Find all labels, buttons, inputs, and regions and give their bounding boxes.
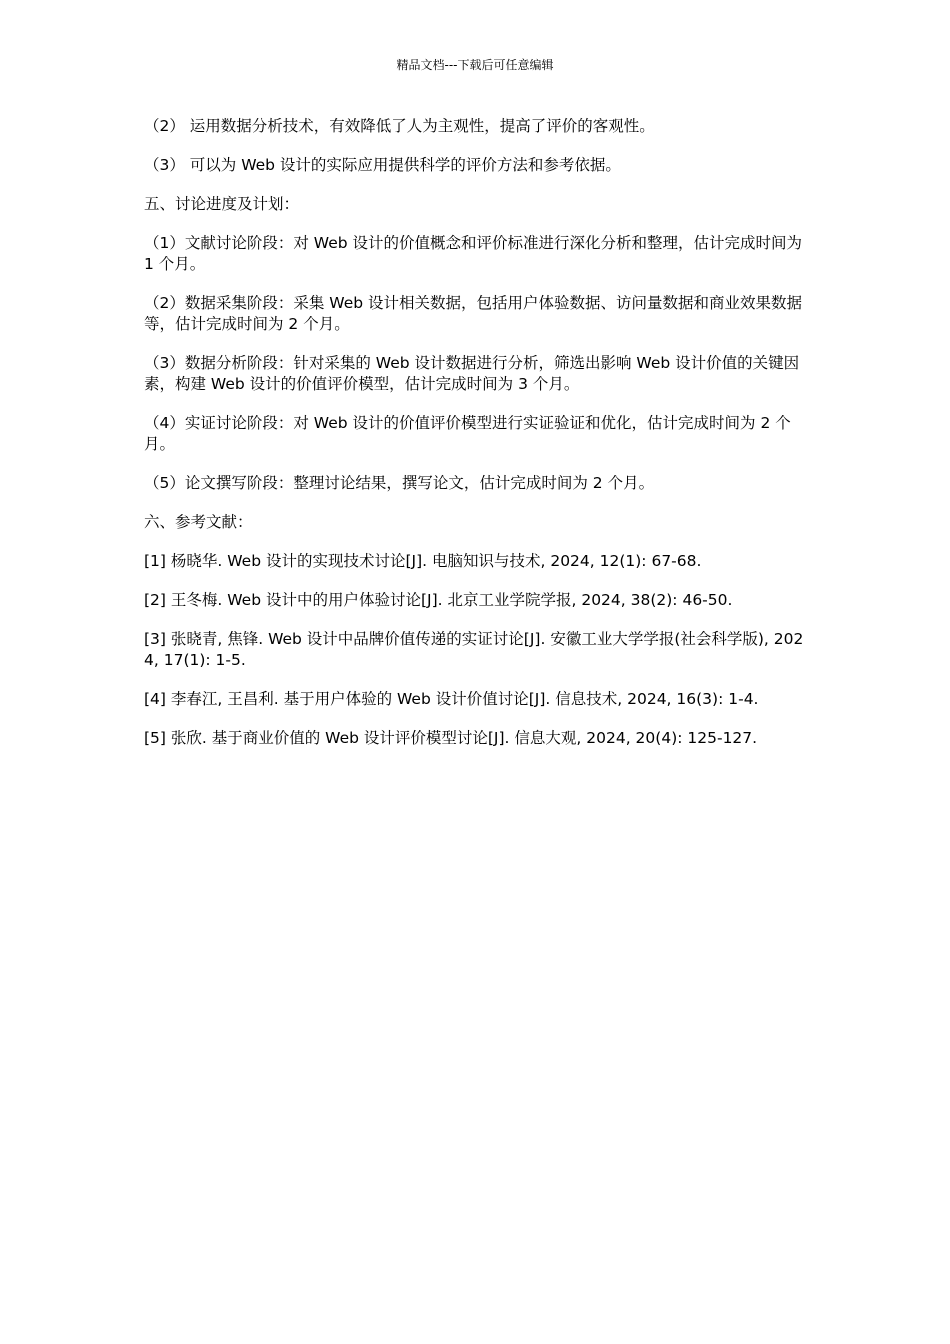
- schedule-item-1: （1）文献讨论阶段：对 Web 设计的价值概念和评价标准进行深化分析和整理，估计完成时间为 1 个月。: [144, 234, 807, 273]
- contribution-item-3: （3） 可以为 Web 设计的实际应用提供科学的评价方法和参考依据。: [144, 156, 621, 174]
- reference-1: [1] 杨晓华. Web 设计的实现技术讨论[J]. 电脑知识与技术, 2024, 12(1): 67-68.: [144, 552, 702, 570]
- schedule-item-2: （2）数据采集阶段：采集 Web 设计相关数据，包括用户体验数据、访问量数据和商业效果数据等，估计完成时间为 2 个月。: [144, 294, 803, 333]
- reference-4: [4] 李春江, 王昌利. 基于用户体验的 Web 设计价值讨论[J]. 信息技术, 2024, 16(3): 1-4.: [144, 690, 759, 708]
- reference-3: [3] 张晓青, 焦锋. Web 设计中品牌价值传递的实证讨论[J]. 安徽工业大学学报(社会科学版), 2024, 17(1): 1-5.: [144, 630, 804, 669]
- reference-2: [2] 王冬梅. Web 设计中的用户体验讨论[J]. 北京工业学院学报, 2024, 38(2): 46-50.: [144, 591, 733, 609]
- schedule-item-5: （5）论文撰写阶段：整理讨论结果，撰写论文，估计完成时间为 2 个月。: [144, 474, 655, 492]
- schedule-item-4: （4）实证讨论阶段：对 Web 设计的价值评价模型进行实证验证和优化，估计完成时间为 2 个月。: [144, 414, 791, 453]
- reference-5: [5] 张欣. 基于商业价值的 Web 设计评价模型讨论[J]. 信息大观, 2024, 20(4): 125-127.: [144, 729, 758, 747]
- page-header: 精品文档---下载后可任意编辑: [396, 58, 554, 72]
- document-body: [144, 116, 806, 767]
- section-heading-references: 六、参考文献：: [144, 513, 253, 531]
- schedule-item-3: （3）数据分析阶段：针对采集的 Web 设计数据进行分析，筛选出影响 Web 设计价值的关键因素，构建 Web 设计的价值评价模型，估计完成时间为 3 个月。: [144, 354, 800, 393]
- section-heading-schedule: 五、讨论进度及计划：: [144, 195, 300, 213]
- contribution-item-2: （2） 运用数据分析技术，有效降低了人为主观性，提高了评价的客观性。: [144, 117, 655, 135]
